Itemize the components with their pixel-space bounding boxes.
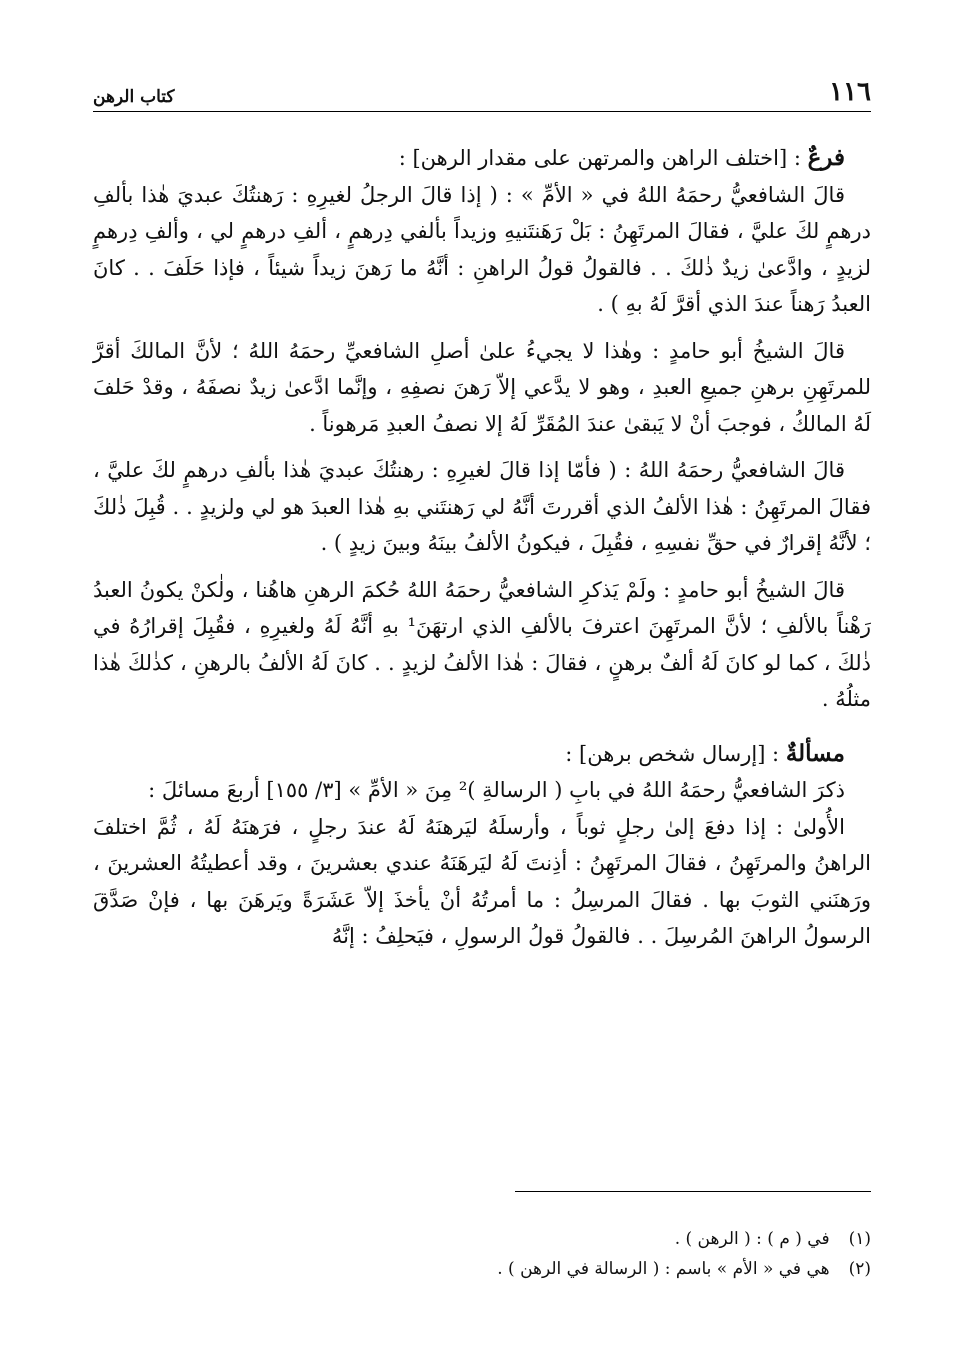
- paragraph: قالَ الشيخُ أبو حامدٍ : وهٰذا لا يجيءُ علىٰ أصلِ الشافعيِّ رحمَهُ اللهُ ؛ لأنَّ المالكَ أقرَّ للمرتَهِنِ برهنِ جميعِ العبدِ ، وهو لا يدَّعي إلاّ رَهنَ نصفِهِ ، وإنَّما ادَّعىٰ زيدٌ نصفَهُ ، وقدْ حَلفَ لَهُ المالكُ ، فوجبَ أنْ لا يَبقىٰ عندَ المُقَرِّ لَهُ إلا نصفُ العبدِ مَرهوناً .: [93, 338, 871, 436]
- heading-term: مسألةٌ: [785, 739, 845, 767]
- heading-text: : [إرسال شخص برهن] :: [565, 741, 786, 766]
- page-header: [93, 70, 871, 112]
- footnote-number: (٢): [848, 1259, 871, 1279]
- paragraph: قالَ الشافعيُّ رحمَهُ اللهُ في « الأمِّ » : ( إذا قالَ الرجلُ لغيرِهِ : رَهنتُكَ عبديَ هٰذا بألفِ درهمٍ لكَ عليَّ ، فقالَ المرتَهِنُ : بَلْ رَهَنتَنيهِ وزيداً بألفي دِرهمٍ ، ألفِ درهمٍ لي ، وألفِ دِرهمٍ لزيدٍ ، وادَّعىٰ زيدٌ ذٰلكَ . . فالقولُ قولُ الراهنِ : أنَّهُ ما رَهنَ زيداً شيئاً ، فإذا حَلَفَ . . كانَ العبدُ رَهناً عندَ الذي أقرَّ لَهُ بهِ ) .: [93, 182, 871, 316]
- paragraph: قالَ الشافعيُّ رحمَهُ اللهُ : ( فأمّا إذا قالَ لغيرِهِ : رهنتُكَ عبديَ هٰذا بألفِ درهمٍ لكَ عليَّ ، فقالَ المرتَهِنُ : هٰذا الألفُ الذي أقررتَ أنَّهُ لي رَهنتَني بهِ هٰذا العبدَ هو لي ولزيدٍ . . قُبِلَ ذٰلكَ ؛ لأنَّهُ إقرارٌ في حقِّ نفسِهِ ، فقُبِلَ ، فيكونُ الألفُ بينَهُ وبينَ زيدٍ ) .: [93, 458, 871, 555]
- paragraph: الأُولىٰ : إذا دفعَ إلىٰ رجلٍ ثوباً ، وأرسلَهُ ليَرهنَهُ لَهُ عندَ رجلٍ ، فرَهنَهُ لَهُ ، ثُمَّ اختلفَ الراهنُ والمرتَهِنُ ، فقالَ المرتَهِنُ : أذِنتَ لَهُ ليَرهَنَهُ عندي بعشرينَ ، وقد أعطيتُهُ العشرينَ ، ورَهنَني الثوبَ بها . فقالَ المرسِلُ : ما أمرتُهُ أنْ يأخذَ إلاّ عَشَرَةً ويَرهَنَ بها ، فإنْ صَدَّقَ الرسولُ الراهنَ المُرسِلَ . . فالقولُ قولُ الرسولِ ، فيَحلِفُ : إنَّهُ: [93, 814, 871, 948]
- footnotes: [93, 1224, 871, 1284]
- footnote-number: (١): [848, 1229, 871, 1249]
- section-heading-far: [93, 140, 871, 177]
- footnote-text: في ( م ) : ( الرهن ) .: [674, 1229, 830, 1249]
- paragraph: ذكرَ الشافعيُّ رحمَهُ اللهُ في بابِ ( الرسالةِ )² مِنَ « الأمِّ » [٣/ ١٥٥] أربعَ مسائلَ :: [148, 778, 845, 802]
- footnote: [93, 1224, 871, 1254]
- section-heading-masala: [93, 736, 871, 773]
- page-number: ١١٦: [829, 77, 871, 107]
- footnote-text: هي في « الأم » باسم : ( الرسالة في الرهن ) .: [497, 1259, 830, 1279]
- running-title: كتاب الرهن: [93, 87, 175, 107]
- heading-text: : [اختلف الراهن والمرتهن على مقدار الرهن] :: [398, 146, 808, 170]
- footnote-divider: [515, 1191, 871, 1192]
- main-text: [93, 140, 871, 955]
- heading-term: فرعٌ: [807, 144, 845, 171]
- footnote: [93, 1254, 871, 1284]
- paragraph: قالَ الشيخُ أبو حامدٍ : ولَمْ يَذكرِ الشافعيُّ رحمَهُ اللهُ حُكمَ الرهنِ هاهُنا ، ولٰكنْ يكونُ العبدُ رَهْناً بالألفِ ؛ لأنَّ المرتَهِنَ اعترفَ بالألفِ الذي ارتهَنَ¹ بهِ أنَّهُ لَهُ ولغيرِهِ ، فقُبِلَ إقرارُهُ في ذٰلكَ ، كما لو كانَ لَهُ ألفٌ برهنٍ ، فقالَ : هٰذا الألفُ لزيدٍ . . كانَ لَهُ الألفُ بالرهنِ ، كذٰلكَ هٰذا مثلُهُ .: [93, 577, 871, 711]
